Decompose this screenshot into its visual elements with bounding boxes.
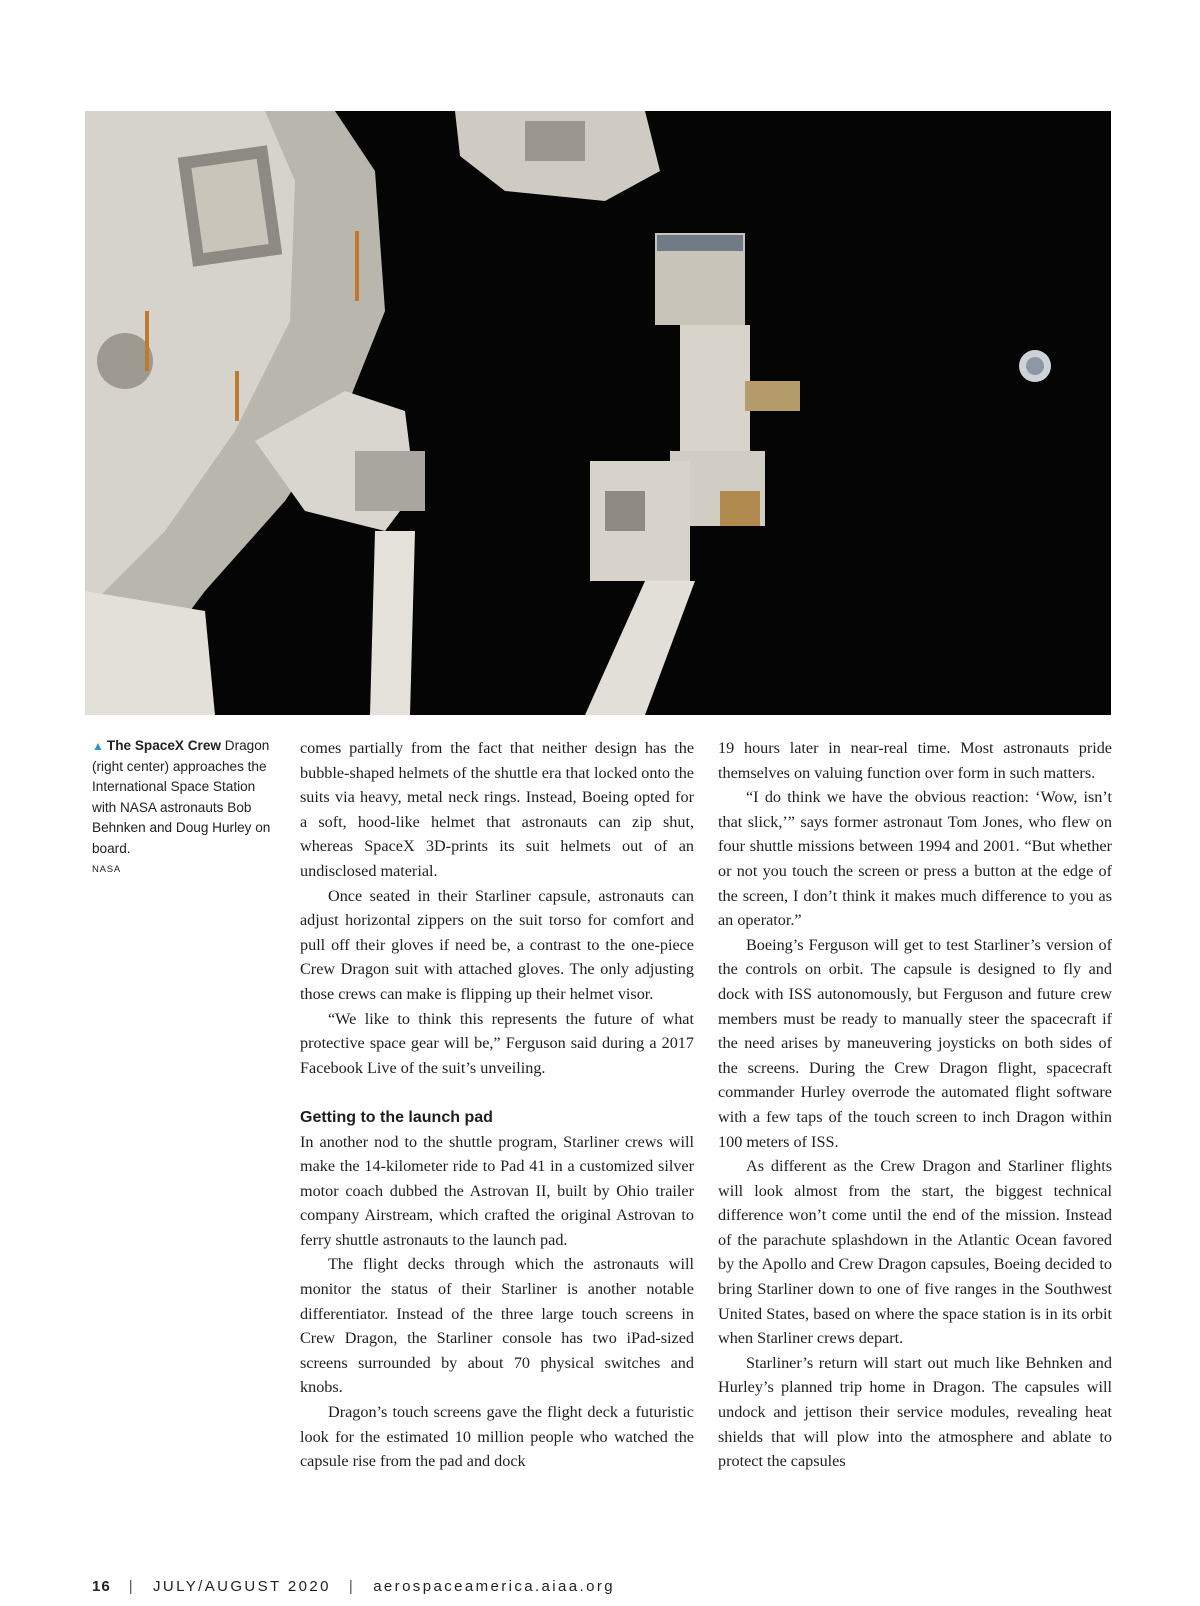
footer-separator: | [128, 1578, 135, 1595]
page-footer [92, 1578, 615, 1595]
paragraph: comes partially from the fact that neither design has the bubble-shaped helmets of the shuttle era that locked onto the suits via heavy, metal neck rings. Instead, Boeing opted for a soft, hood-like helmet that astronauts can zip shut, whereas SpaceX 3D-prints its suit helmets out of an undisclosed material. [300, 739, 694, 880]
caption-lead: The SpaceX Crew [106, 738, 221, 753]
article-column-1 [300, 736, 694, 1474]
paragraph: “I do think we have the obvious reaction: ‘Wow, isn’t that slick,’” says former astronaut Tom Jones, who flew on four shuttle missions between 1994 and 2001. “But whether or not you touch the screen or press a button at the edge of the screen, I don’t think it makes much difference to you as an operator.” [718, 788, 1112, 930]
section-gap [300, 1080, 694, 1105]
footer-separator: | [348, 1578, 356, 1595]
page-number: 16 [92, 1578, 111, 1595]
paragraph: 19 hours later in near-real time. Most astronauts pride themselves on valuing function over form in such matters. [718, 739, 1112, 782]
website-url: aerospaceamerica.aiaa.org [373, 1578, 615, 1595]
paragraph: The flight decks through which the astronauts will monitor the status of their Starliner is another notable differentiator. Instead of the three large touch screens in Crew Dragon, the Starliner console has two iPad-sized screens surrounded by about 70 physical switches and knobs. [300, 1255, 694, 1397]
paragraph: Boeing’s Ferguson will get to test Starliner’s version of the controls on orbit. The capsule is designed to fly and dock with ISS autonomously, but Ferguson and future crew members must be ready to manually steer the spacecraft if the need arises by maneuvering joysticks on both sides of the screens. During the Crew Dragon flight, spacecraft commander Hurley overrode the automated flight software with a few taps of the touch screen to inch Dragon within 100 meters of ISS. [718, 935, 1112, 1151]
issue-date: JULY/AUGUST 2020 [152, 1578, 331, 1595]
section-heading: Getting to the launch pad [300, 1108, 493, 1126]
triangle-up-icon: ▲ [92, 739, 104, 753]
paragraph: Starliner’s return will start out much like Behnken and Hurley’s planned trip home in Dragon. The capsules will undock and jettison their service modules, revealing heat shields that will plow into the atmosphere and ablate to protect the capsules [718, 1353, 1112, 1471]
hero-photo [85, 111, 1111, 715]
article-column-2 [718, 736, 1112, 1474]
paragraph: As different as the Crew Dragon and Starliner flights will look almost from the start, the biggest technical difference won’t come until the end of the mission. Instead of the parachute splashdown in the Atlantic Ocean favored by the Apollo and Crew Dragon capsules, Boeing decided to bring Starliner down to one of five ranges in the Southwest United States, based on where the space station is in its orbit when Starliner crews depart. [718, 1157, 1112, 1348]
photo-credit: NASA [92, 864, 122, 875]
paragraph: Once seated in their Starliner capsule, astronauts can adjust horizontal zippers on the suit torso for comfort and pull off their gloves if need be, a contrast to the one-piece Crew Dragon suit with attached gloves. The only adjusting those crews can make is flipping up their helmet visor. [300, 886, 694, 1003]
paragraph: In another nod to the shuttle program, Starliner crews will make the 14-kilometer ride to Pad 41 in a customized silver motor coach dubbed the Astrovan II, built by Ohio trailer company Airstream, which crafted the original Astrovan to ferry shuttle astronauts to the launch pad. [300, 1132, 694, 1249]
paragraph: Dragon’s touch screens gave the flight deck a futuristic look for the estimated 10 million people who watched the capsule rise from the pad and dock [300, 1403, 694, 1471]
paragraph: “We like to think this represents the future of what protective space gear will be,” Ferguson said during a 2017 Facebook Live of the suit’s unveiling. [300, 1009, 694, 1077]
photo-caption [92, 736, 272, 877]
caption-body: Dragon (right center) approaches the International Space Station with NASA astronauts Bob Behnken and Doug Hurley on board. [92, 738, 271, 856]
iss-scene-illustration [85, 111, 1111, 715]
